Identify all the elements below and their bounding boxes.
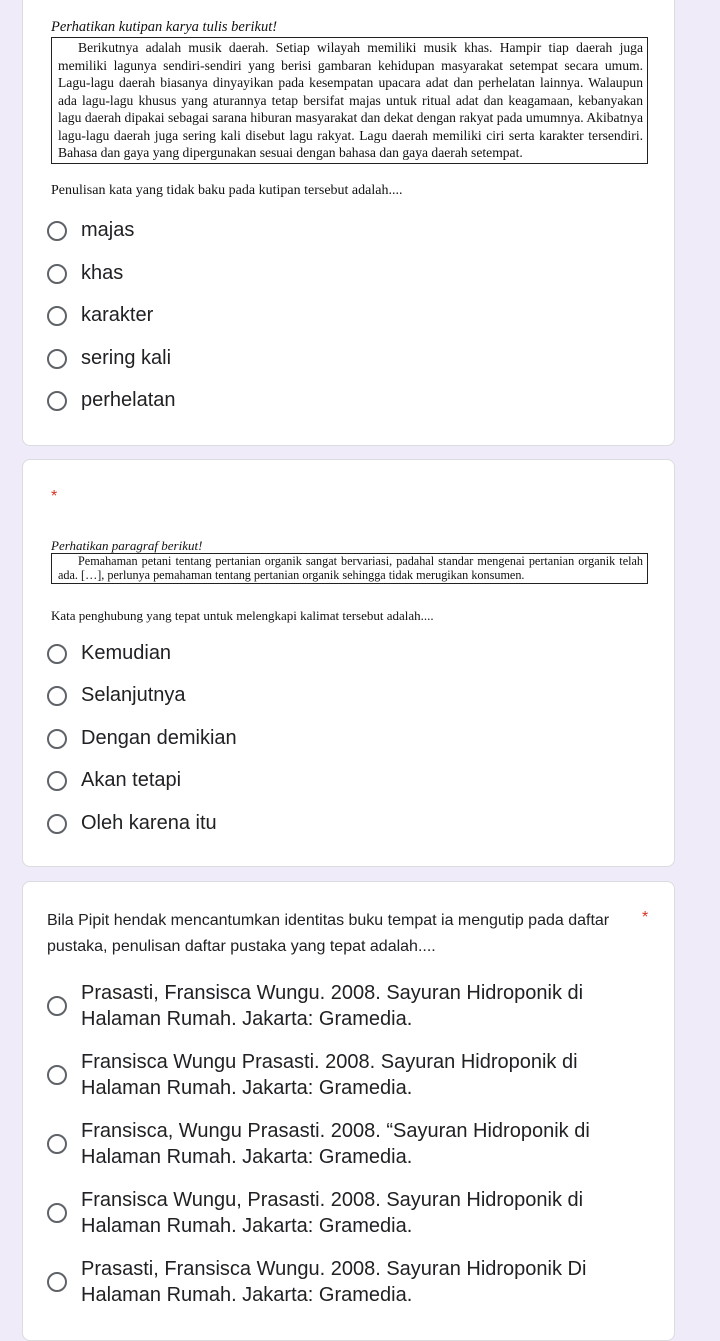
option-selanjutnya[interactable] [47, 684, 186, 707]
radio-icon[interactable] [47, 1272, 67, 1292]
option-label: perhelatan [81, 389, 176, 411]
question-card-1 [22, 0, 675, 446]
radio-icon[interactable] [47, 264, 67, 284]
question-2-prompt: Kata penghubung yang tepat untuk melengkapi kalimat tersebut adalah.... [51, 608, 434, 623]
radio-icon[interactable] [47, 771, 67, 791]
radio-icon[interactable] [47, 221, 67, 241]
option-label: Prasasti, Fransisca Wungu. 2008. Sayuran Hidroponik Di Halaman Rumah. Jakarta: Gramedia. [81, 1258, 587, 1306]
option-label: khas [81, 262, 124, 284]
question-card-2 [22, 459, 675, 867]
radio-icon[interactable] [47, 729, 67, 749]
radio-icon[interactable] [47, 349, 67, 369]
option-label: Fransisca Wungu Prasasti. 2008. Sayuran Hidroponik di Halaman Rumah. Jakarta: Gramedia. [81, 1051, 578, 1099]
option-reference-1[interactable] [47, 980, 641, 1032]
radio-icon[interactable] [47, 644, 67, 664]
radio-icon[interactable] [47, 814, 67, 834]
option-label: Fransisca, Wungu Prasasti. 2008. “Sayuran Hidroponik di Halaman Rumah. Jakarta: Gramedia. [81, 1120, 590, 1168]
option-majas[interactable] [47, 219, 134, 242]
radio-icon[interactable] [47, 686, 67, 706]
radio-icon[interactable] [47, 996, 67, 1016]
radio-icon[interactable] [47, 306, 67, 326]
option-sering-kali[interactable] [47, 347, 171, 370]
option-perhelatan[interactable] [47, 389, 176, 412]
question-card-3 [22, 881, 675, 1341]
option-label: Dengan demikian [81, 727, 237, 749]
option-label: Selanjutnya [81, 684, 186, 706]
option-reference-3[interactable] [47, 1118, 641, 1170]
option-label: Oleh karena itu [81, 812, 217, 834]
required-mark: * [642, 909, 649, 926]
radio-icon[interactable] [47, 1134, 67, 1154]
option-label: Prasasti, Fransisca Wungu. 2008. Sayuran Hidroponik di Halaman Rumah. Jakarta: Gramedia. [81, 982, 584, 1030]
option-reference-5[interactable] [47, 1256, 641, 1308]
option-khas[interactable] [47, 262, 123, 285]
option-karakter[interactable] [47, 304, 153, 327]
option-reference-2[interactable] [47, 1049, 641, 1101]
question-1-passage: Berikutnya adalah musik daerah. Setiap wilayah memiliki musik khas. Hampir tiap daerah juga memiliki lagunya sendiri-sendiri yang berisi gambaran kehidupan masyarakat setempat secara umum. Lagu-lagu daerah biasanya dinyayikan pada kesempatan upacara adat dan perhelatan lainnya. Walaupun ada lagu-lagu khusus yang aturannya tetap bersifat majas untuk ritual adat dan keagamaan, kebanyakan lagu daerah dipakai sebagai sarana hiburan masyarakat dan dekat dengan rakyat pada umumnya. Akibatnya lagu-lagu daerah juga sering kali disebut lagu rakyat. Lagu daerah memiliki ciri serta karakter tersendiri. Bahasa dan gaya yang dipergunakan sesuai dengan bahasa dan gaya daerah setempat. [51, 37, 648, 164]
radio-icon[interactable] [47, 391, 67, 411]
option-label: Akan tetapi [81, 769, 182, 791]
option-oleh-karena-itu[interactable] [47, 812, 217, 835]
radio-icon[interactable] [47, 1065, 67, 1085]
option-label: karakter [81, 304, 154, 326]
option-label: majas [81, 219, 135, 241]
radio-icon[interactable] [47, 1203, 67, 1223]
question-2-passage: Pemahaman petani tentang pertanian organik sangat bervariasi, padahal standar mengenai pertanian organik telah ada. […], perlunya pemahaman tentang pertanian organik sehingga tidak merugikan konsumen. [51, 553, 648, 584]
option-dengan-demikian[interactable] [47, 727, 237, 750]
option-label: sering kali [81, 347, 172, 369]
option-label: Kemudian [81, 642, 172, 664]
question-1-prompt: Penulisan kata yang tidak baku pada kutipan tersebut adalah.... [51, 183, 403, 198]
option-label: Fransisca Wungu, Prasasti. 2008. Sayuran Hidroponik di Halaman Rumah. Jakarta: Gramedia. [81, 1189, 584, 1237]
question-2-intro: Perhatikan paragraf berikut! [51, 538, 203, 553]
option-akan-tetapi[interactable] [47, 769, 181, 792]
question-1-intro: Perhatikan kutipan karya tulis berikut! [51, 19, 278, 35]
required-mark: * [51, 488, 58, 505]
option-reference-4[interactable] [47, 1187, 641, 1239]
option-kemudian[interactable] [47, 642, 171, 665]
question-3-prompt: Bila Pipit hendak mencantumkan identitas buku tempat ia mengutip pada daftar pustaka, penulisan daftar pustaka yang tepat adalah.... [47, 912, 610, 955]
